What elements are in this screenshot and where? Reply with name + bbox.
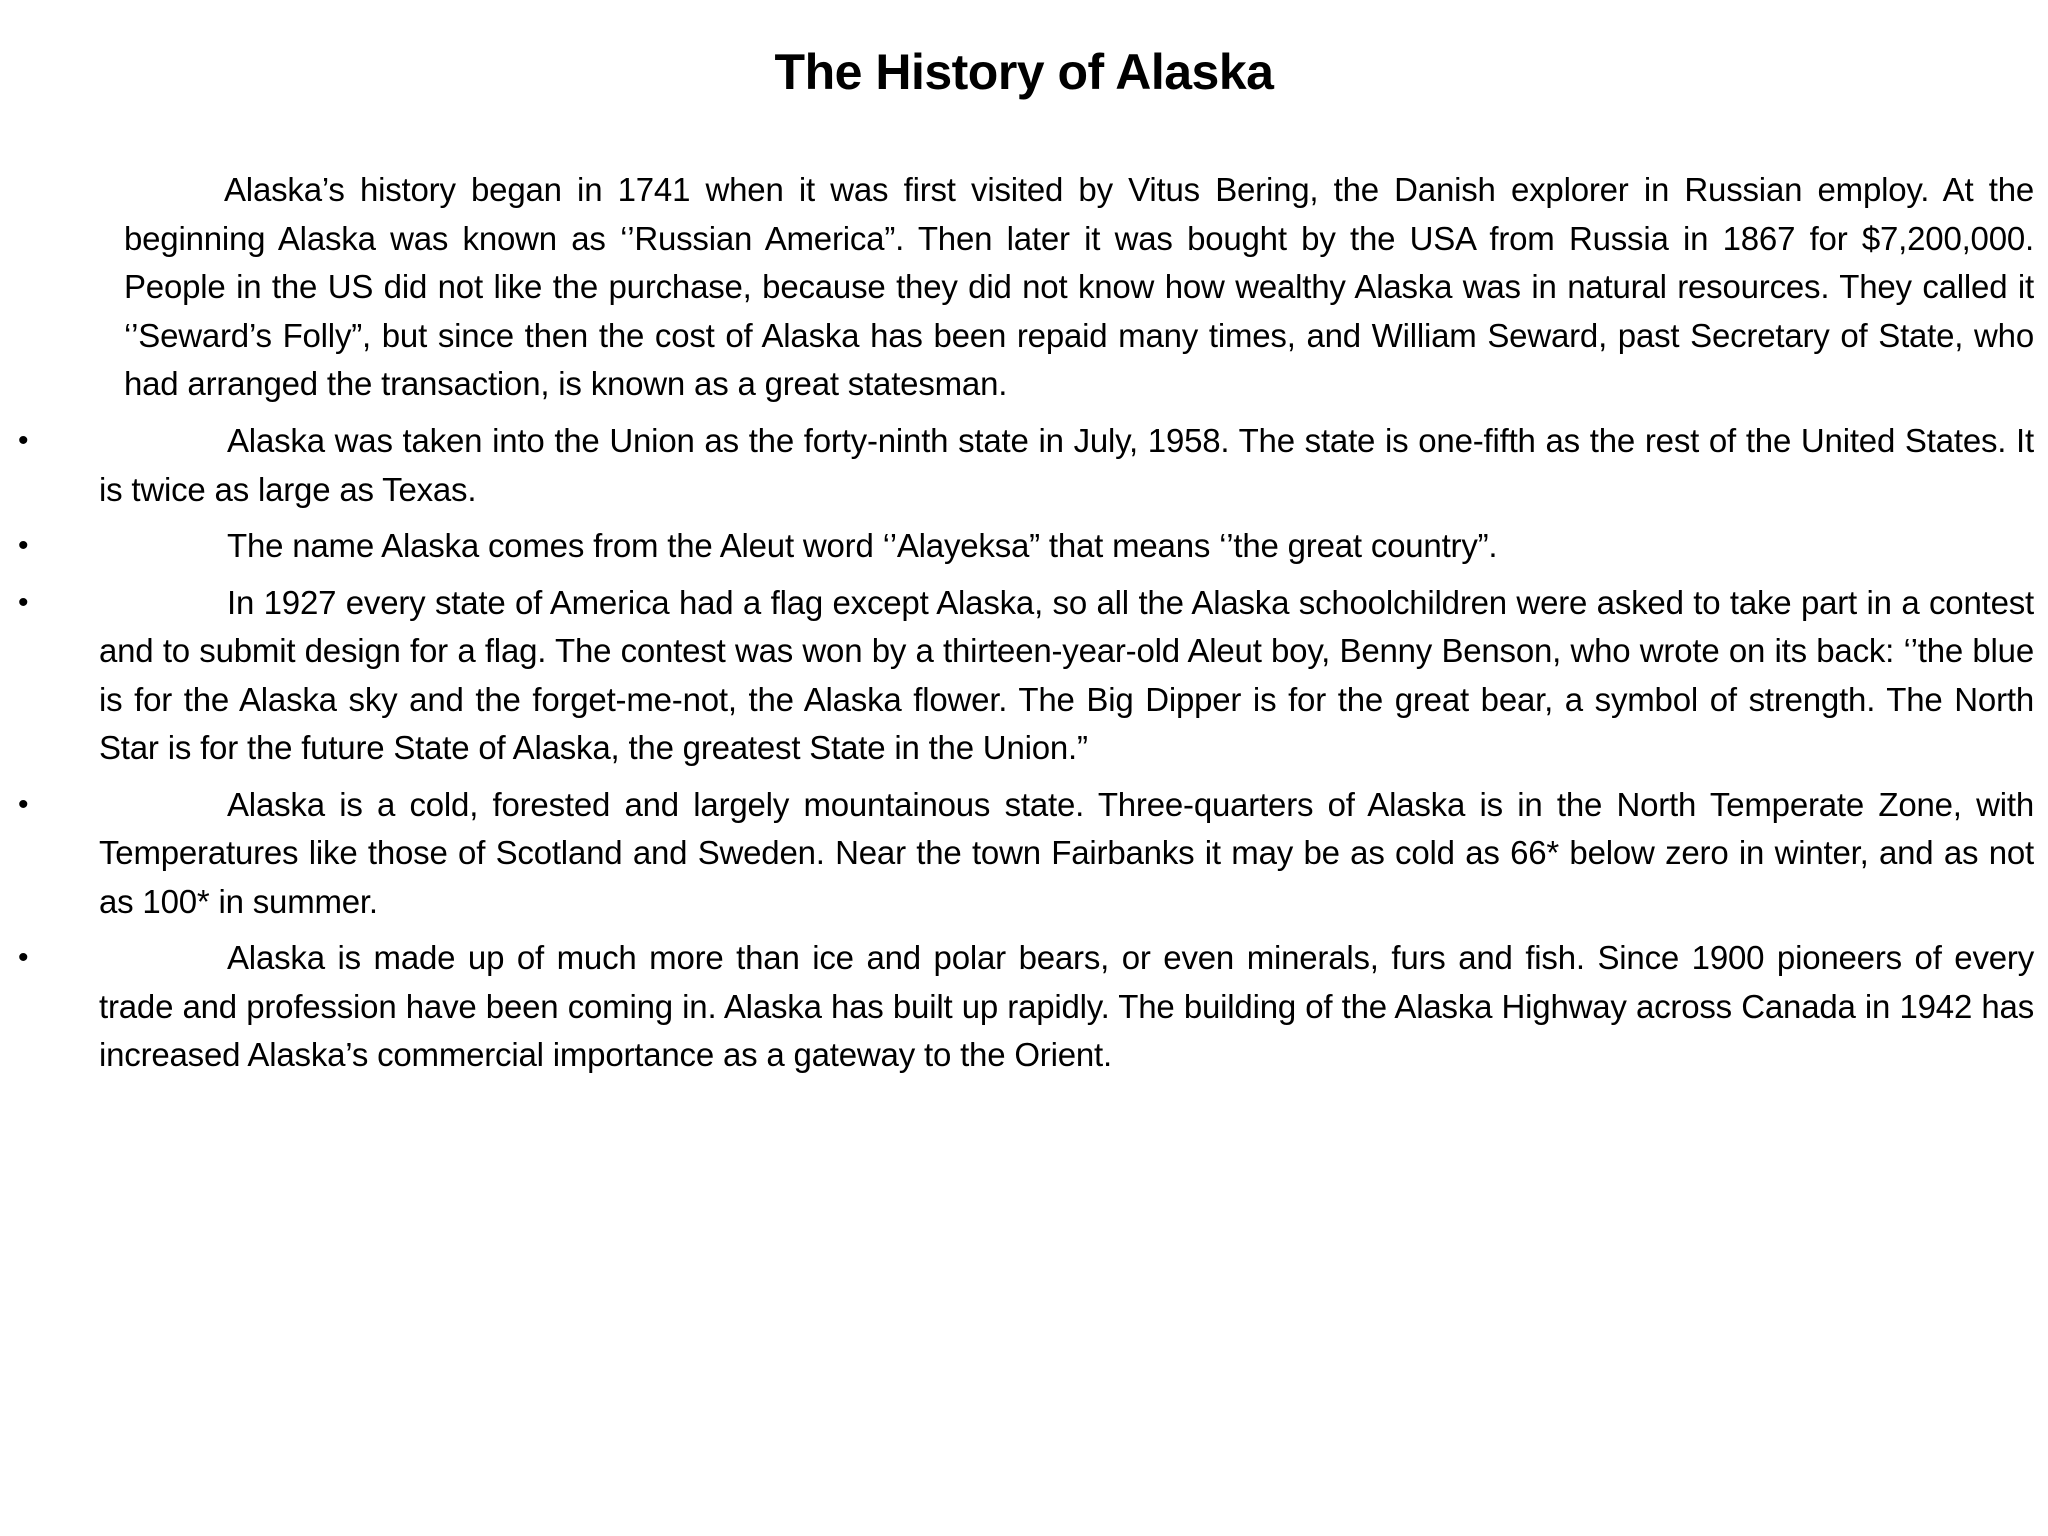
bullet-text: Alaska was taken into the Union as the forty-ninth state in July, 1958. The state is one-fifth as the rest of the United States. It is twice as large as Texas. [99,422,2034,508]
bullet-text: The name Alaska comes from the Aleut word ‘’Alayeksa” that means ‘’the great country”. [227,527,1498,564]
bullet-marker: • [18,585,29,619]
bullet-item-name-origin [0,522,2034,571]
intro-paragraph: Alaska’s history began in 1741 when it was first visited by Vitus Bering, the Danish explorer in Russian employ. At the beginning Alaska was known as ‘’Russian America”. Then later it was bought by the USA from Russia in 1867 for $7,200,000. People in the US did not like the purchase, because they did not know how wealthy Alaska was in natural resources. They called it ‘’Seward’s Folly”, but since then the cost of Alaska has been repaid many times, and William Seward, past Secretary of State, who had arranged the transaction, is known as a great statesman. [124,171,2034,402]
bullet-marker: • [18,941,29,974]
bullet-list [0,417,2048,1088]
page-title: The History of Alaska [774,44,1274,100]
bullet-text: In 1927 every state of America had a flag except Alaska, so all the Alaska schoolchildren were asked to take part in a contest and to submit design for a flag. The contest was won by a thirteen-year-old Aleut boy, Benny Benson, who wrote on its back: ‘’the blue is for the Alaska sky and the forget-me-not, the Alaska flower. The Big Dipper is for the great bear, a symbol of strength. The North Star is for the future State of Alaska, the greatest State in the Union.” [99,583,2034,766]
bullet-marker: • [18,529,29,562]
bullet-item-statehood [0,417,2034,514]
bullet-item-climate [0,781,2034,927]
bullet-text: Alaska is made up of much more than ice and polar bears, or even minerals, furs and fish. Since 1900 pioneers of every trade and profession have been coming in. Alaska has built up rapidly. The building of the Alaska Highway across Canada in 1942 has increased Alaska’s commercial importance as a gateway to the Orient. [99,939,2034,1073]
bullet-marker: • [18,424,29,457]
bullet-item-flag [0,579,2034,773]
bullet-item-development [0,934,2034,1080]
bullet-text: Alaska is a cold, forested and largely mountainous state. Three-quarters of Alaska is in the North Temperate Zone, with Temperatures like those of Scotland and Sweden. Near the town Fairbanks it may be as cold as 66* below zero in winter, and as not as 100* in summer. [99,785,2034,920]
bullet-marker: • [18,787,29,821]
